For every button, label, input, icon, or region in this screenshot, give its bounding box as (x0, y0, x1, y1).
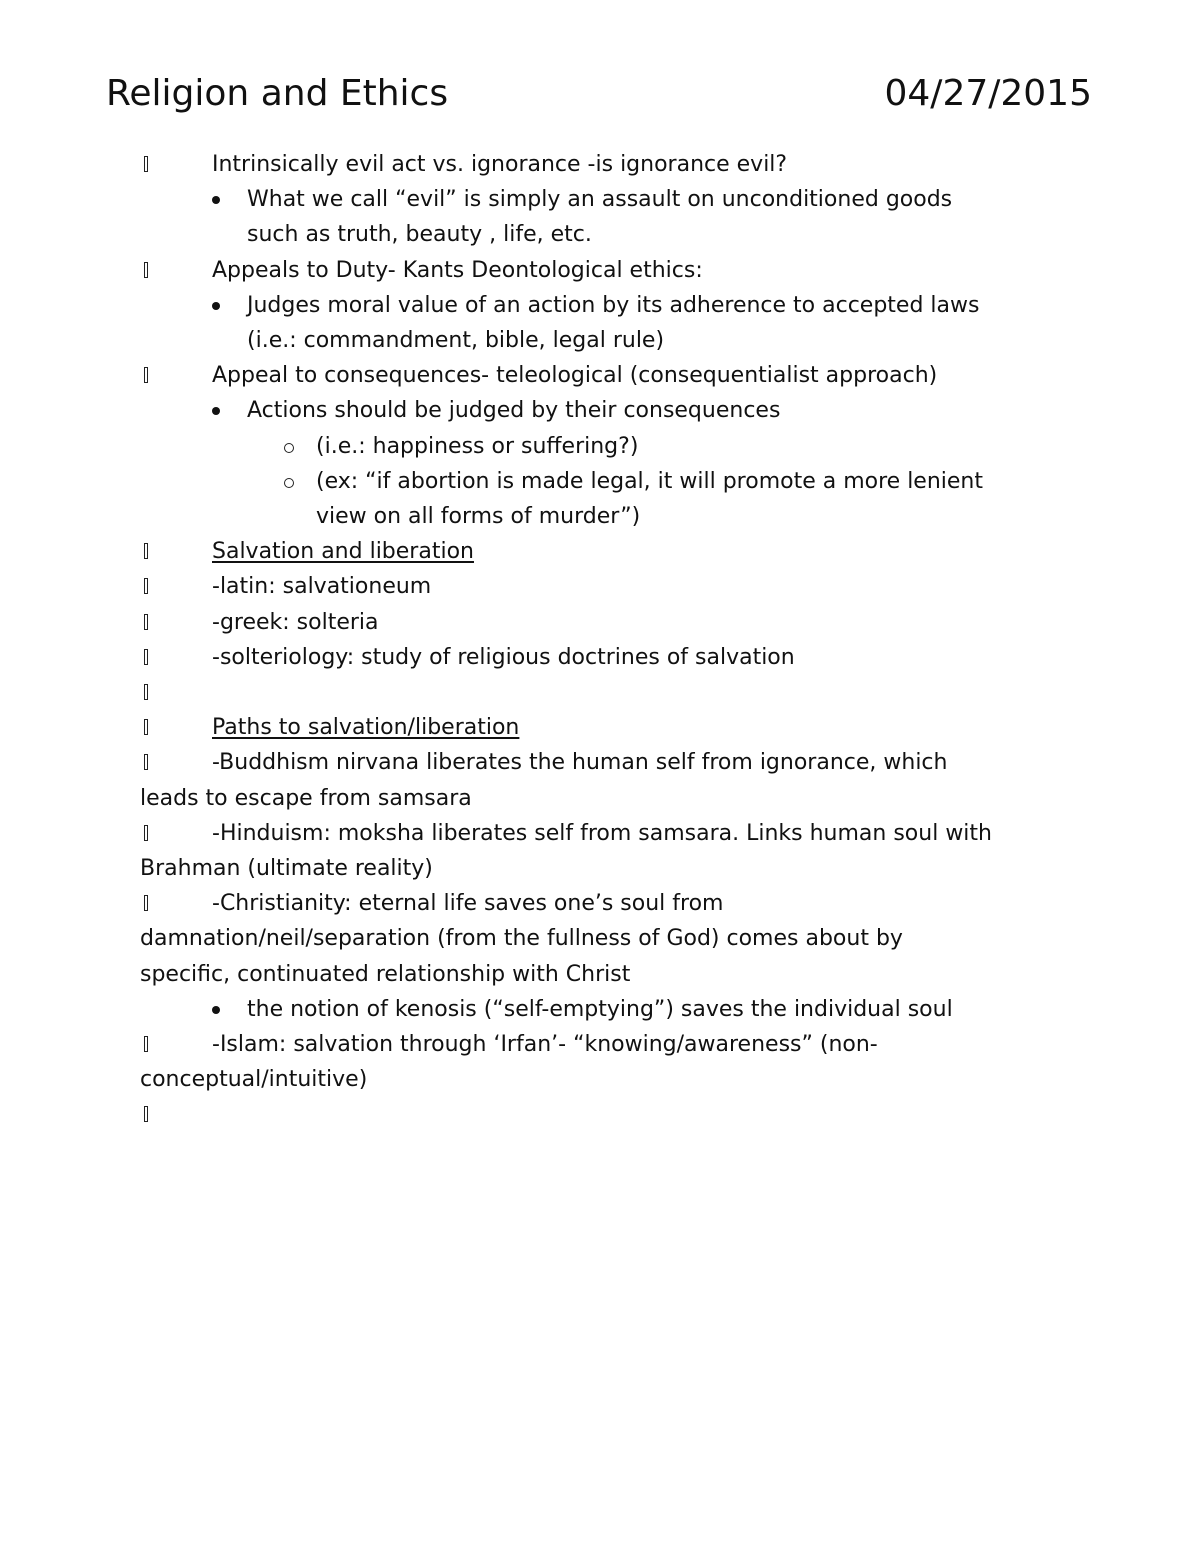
list-item: the notion of kenosis (“self-emptying”) saves the individual soul (140, 992, 1070, 1027)
missing-glyph-bullet-icon (144, 895, 148, 911)
list-item: -Christianity: eternal life saves one’s soul from (140, 886, 1070, 921)
list-item: -Hinduism: moksha liberates self from samsara. Links human soul with (140, 816, 1070, 851)
missing-glyph-bullet-icon (144, 543, 148, 559)
missing-glyph-bullet-icon (144, 649, 148, 665)
bullet-icon (212, 407, 220, 415)
list-item: -solteriology: study of religious doctrines of salvation (140, 640, 1070, 675)
missing-glyph-bullet-icon (144, 684, 148, 700)
list-item: What we call “evil” is simply an assault on unconditioned goods (140, 182, 1070, 217)
list-item (140, 534, 1070, 569)
list-item-continuation: specific, continuated relationship with Christ (140, 961, 631, 987)
missing-glyph-bullet-icon (144, 754, 148, 770)
list-item-continuation: view on all forms of murder”) (316, 504, 641, 530)
list-item-continuation: Brahman (ultimate reality) (140, 856, 433, 882)
list-item: Appeal to consequences- teleological (consequentialist approach) (140, 358, 1070, 393)
list-item: Intrinsically evil act vs. ignorance -is ignorance evil? (140, 147, 1070, 182)
section-heading: Salvation and liberation (212, 539, 474, 565)
bullet-icon (212, 196, 220, 204)
list-item: -Islam: salvation through ‘Irfan’- “knowing/awareness” (non- (140, 1027, 1070, 1062)
list-item: Appeals to Duty- Kants Deontological ethics: (140, 253, 1070, 288)
list-item-continuation: such as truth, beauty , life, etc. (247, 222, 592, 248)
page-date: 04/27/2015 (884, 73, 1092, 114)
bullet-icon (212, 302, 220, 310)
list-item-empty (140, 675, 1070, 710)
missing-glyph-bullet-icon (144, 614, 148, 630)
list-item: -greek: solteria (140, 605, 1070, 640)
list-item: -latin: salvationeum (140, 569, 1070, 604)
missing-glyph-bullet-icon (144, 578, 148, 594)
section-heading: Paths to salvation/liberation (212, 715, 520, 741)
notes-body (140, 147, 1070, 1133)
list-item: (ex: “if abortion is made legal, it will promote a more lenient (140, 464, 1070, 499)
list-item: (i.e.: happiness or suffering?) (140, 429, 1070, 464)
missing-glyph-bullet-icon (144, 825, 148, 841)
list-item-continuation: damnation/neil/separation (from the fullness of God) comes about by (140, 926, 903, 952)
list-item-continuation: (i.e.: commandment, bible, legal rule) (247, 328, 665, 354)
missing-glyph-bullet-icon (144, 156, 148, 172)
list-item-continuation: leads to escape from samsara (140, 785, 472, 811)
hollow-circle-bullet-icon (284, 443, 294, 453)
hollow-circle-bullet-icon (284, 478, 294, 488)
missing-glyph-bullet-icon (144, 262, 148, 278)
missing-glyph-bullet-icon (144, 367, 148, 383)
page-title: Religion and Ethics (106, 73, 449, 114)
bullet-icon (212, 1006, 220, 1014)
list-item: Judges moral value of an action by its adherence to accepted laws (140, 288, 1070, 323)
list-item-continuation: conceptual/intuitive) (140, 1067, 368, 1093)
list-item (140, 710, 1070, 745)
list-item-empty (140, 1097, 1070, 1132)
list-item: Actions should be judged by their consequences (140, 393, 1070, 428)
missing-glyph-bullet-icon (144, 1106, 148, 1122)
missing-glyph-bullet-icon (144, 719, 148, 735)
missing-glyph-bullet-icon (144, 1036, 148, 1052)
list-item: -Buddhism nirvana liberates the human self from ignorance, which (140, 745, 1070, 780)
